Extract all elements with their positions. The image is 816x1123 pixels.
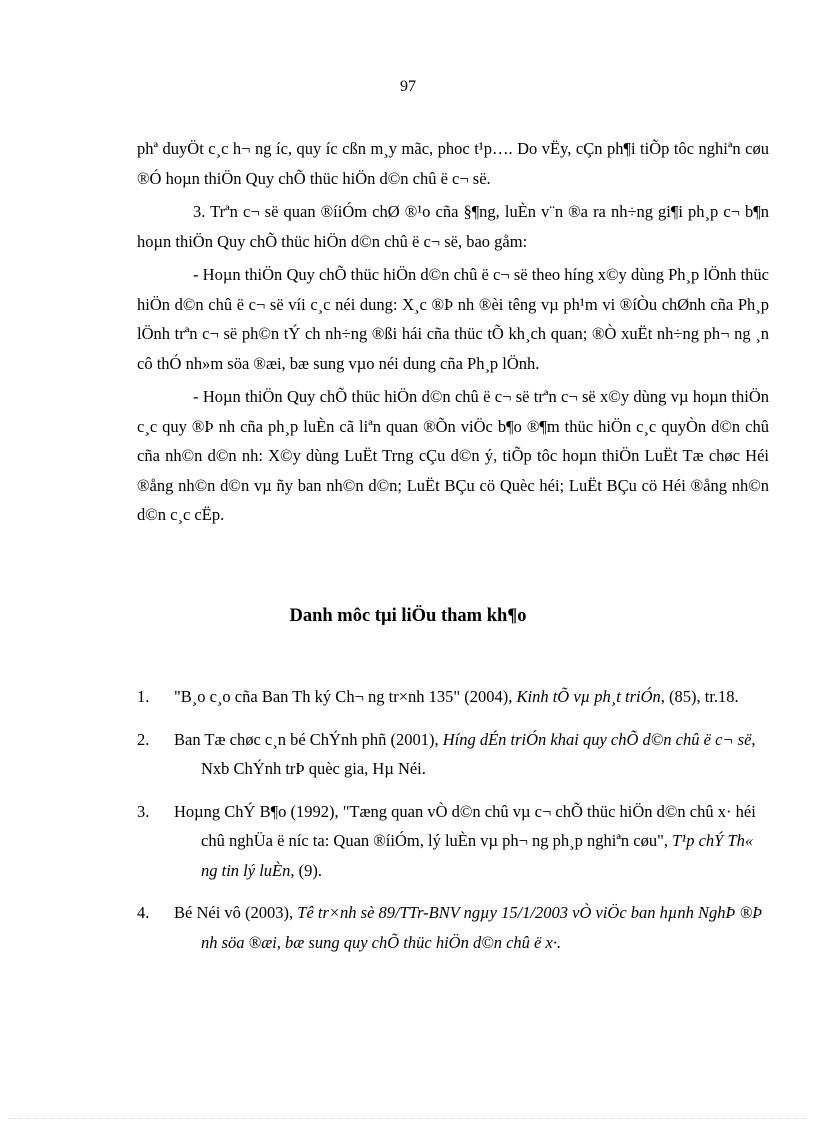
reference-item [137, 682, 769, 712]
reference-lead: Ban Tæ chøc c¸n bé ChÝnh phñ (2001), [174, 729, 443, 749]
paragraph: 3. Trªn c¬ së quan ®íiÓm chØ ®¹o cña §¶ng, luÈn v¨n ®a ra nh÷ng gi¶i ph¸p c¬ b¶n hoµn thiÖn Quy chÕ thüc hiÖn d©n chû ë c¬ së, bao gåm: [137, 202, 769, 251]
body-text [137, 134, 769, 534]
reference-number: 1. [137, 687, 150, 706]
reference-number: 4. [137, 903, 150, 922]
reference-title: Kinh tÕ vµ ph¸t triÓn [516, 687, 661, 706]
reference-item [137, 898, 769, 957]
section-heading: Danh môc tµi liÖu tham kh¶o [289, 606, 527, 626]
reference-title: T¹p chÝ Th« ng tin lý luÈn [201, 831, 754, 880]
reference-item [137, 725, 769, 784]
page-bottom-rule [8, 1118, 808, 1119]
reference-lead: Bé Néi vô (2003), [174, 903, 298, 922]
paragraph: - Hoµn thiÖn Quy chÕ thüc hiÖn d©n chû ë c¬ së trªn c¬ së x©y dùng vµ hoµn thiÖn c¸c quy ®Þ nh cña ph¸p luÈn cã liªn quan ®Õn viÖc b¶o ®¶m thüc hiÖn c¸c quyÒn d©n chû cña nh©n d©n nh: X©y dùng LuËt Trng cÇu d©n ý, tiÕp tôc hoµn thiÖn LuËt Tæ chøc Héi ®ång nh©n d©n vµ ñy ban nh©n d©n; LuËt BÇu cö Quèc héi; LuËt BÇu cö Héi ®ång nh©n d©n c¸c cËp. [137, 387, 769, 524]
reference-number: 3. [137, 801, 150, 821]
reference-lead: Hoµng ChÝ B¶o (1992), "Tæng quan vÒ d©n chû vµ c¬ chÕ thüc hiÖn d©n chû x· héi chû nghÜa ë níc ta: Quan ®íiÓm, lý luÈn vµ ph¬ ng ph¸p nghiªn cøu", [174, 801, 756, 850]
page-number: 97 [400, 78, 416, 95]
reference-tail: , (9). [290, 860, 322, 880]
reference-list [137, 682, 769, 970]
reference-number: 2. [137, 729, 150, 749]
reference-item [137, 797, 769, 886]
paragraph: - Hoµn thiÖn Quy chÕ thüc hiÖn d©n chû ë c¬ së theo híng x©y dùng Ph¸p lÖnh thüc hiÖn d©n chû ë c¬ së víi c¸c néi dung: X¸c ®Þ nh ®èi têng vµ ph¹m vi ®íÒu chØnh cña Ph¸p lÖnh trªn c¬ së ph©n tÝ ch nh÷ng ®ßi hái cña thüc tÕ kh¸ch quan; ®Ò xuËt nh÷ng ph¬ ng ¸n cô thÓ nh»m söa ®æi, bæ sung vµo néi dung cña Ph¸p lÖnh. [137, 265, 769, 373]
reference-title: Híng dÉn triÓn khai quy chÕ d©n chû ë c¬ së [442, 729, 752, 749]
paragraph: phª duyÖt c¸c h¬ ng íc, quy íc cßn m¸y mãc, phoc t¹p…. Do vËy, cÇn ph¶i tiÕp tôc nghiªn cøu ®Ó hoµn thiÖn Quy chÕ thüc hiÖn d©n chû ë c¬ së. [137, 139, 769, 188]
reference-tail: , Nxb ChÝnh trÞ quèc gia, Hµ Néi. [201, 729, 756, 778]
reference-title: Tê tr×nh sè 89/TTr-BNV ngµy 15/1/2003 vÒ viÖc ban hµnh NghÞ ®Þ nh söa ®æi, bæ sung quy chÕ thüc hiÖn d©n chû ë x·. [201, 903, 763, 952]
reference-lead: "B¸o c¸o cña Ban Th ký Ch¬ ng tr×nh 135" (2004), [174, 687, 517, 706]
reference-tail: , (85), tr.18. [660, 687, 739, 706]
